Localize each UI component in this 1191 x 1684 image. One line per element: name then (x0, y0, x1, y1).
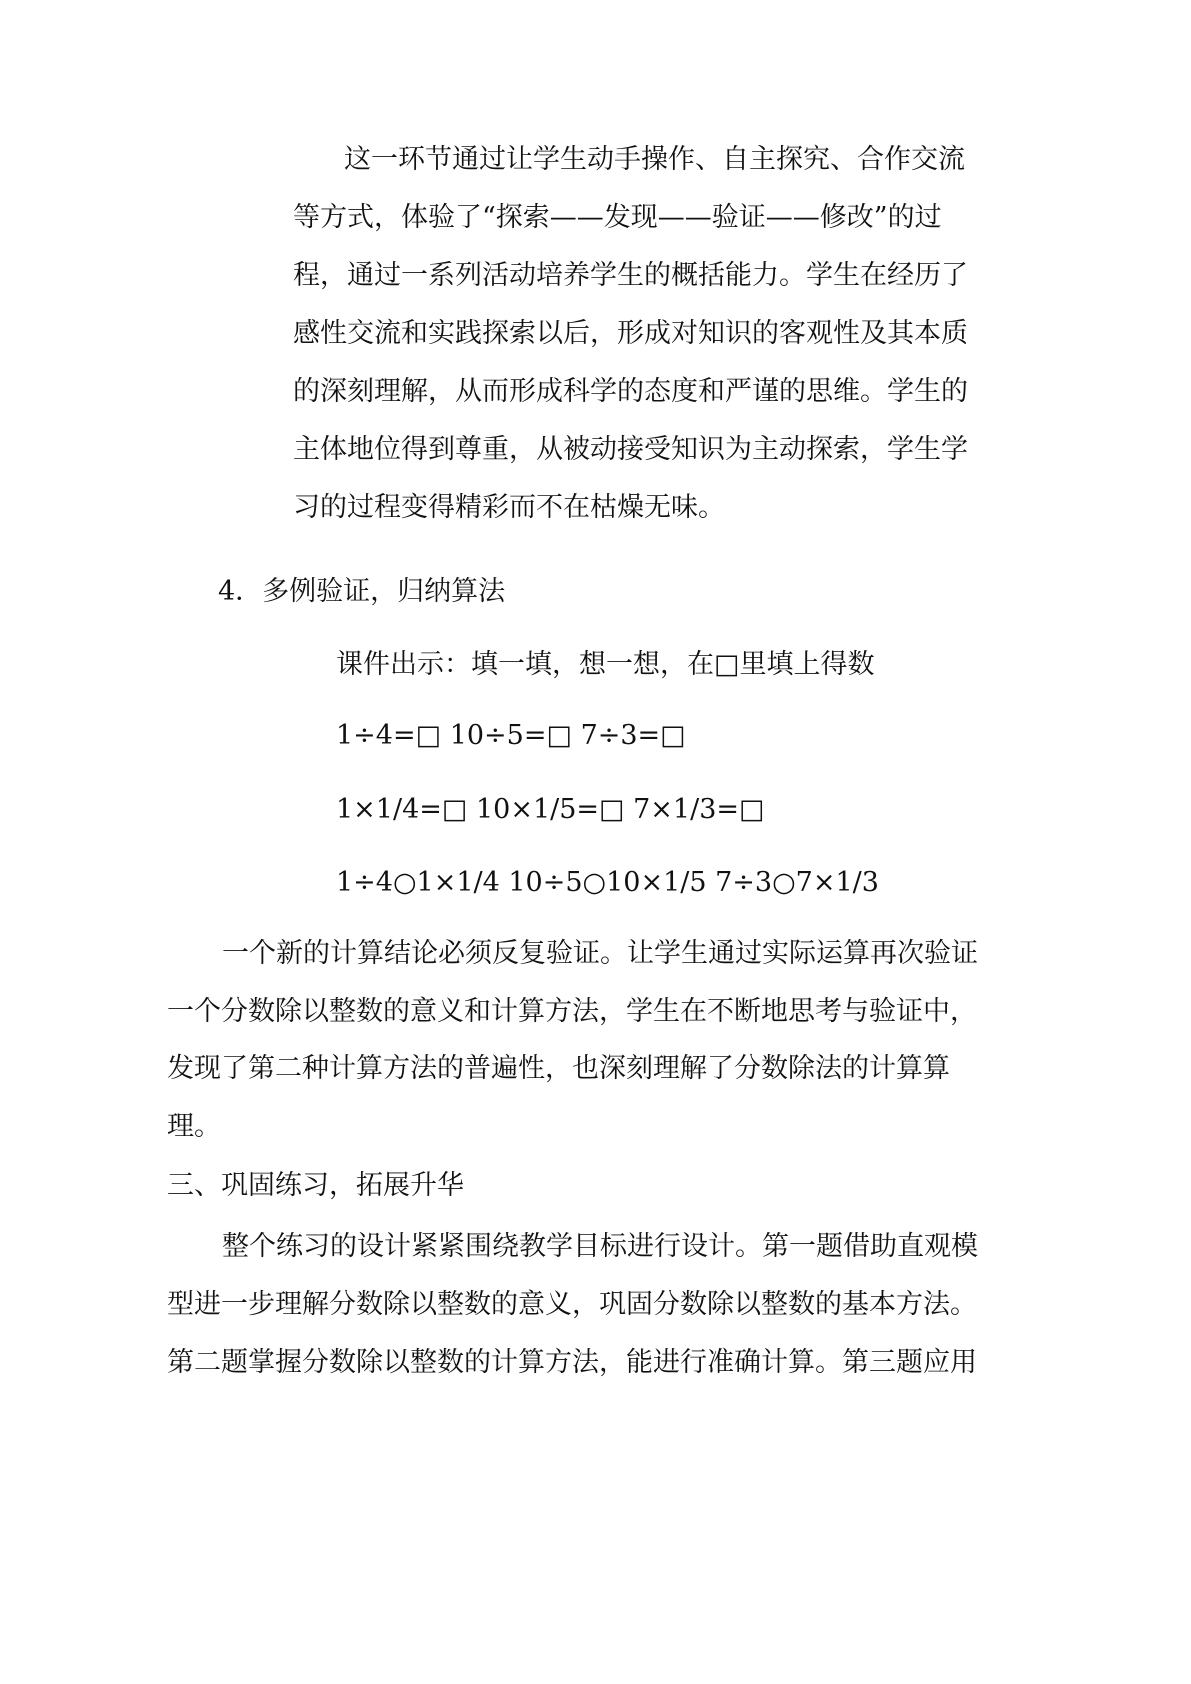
paragraph-2-line-4: 理。 (167, 1111, 221, 1142)
paragraph-2-line-3: 发现了第二种计算方法的普遍性，也深刻理解了分数除法的计算算 (167, 1053, 950, 1084)
paragraph-1-line-6: 主体地位得到尊重，从被动接受知识为主动探索，学生学 (293, 434, 968, 465)
subheading-4: 4．多例验证，归纳算法 (218, 576, 506, 607)
paragraph-1-line-2: 等方式，体验了“探索——发现——验证——修改”的过 (293, 202, 942, 233)
equation-row-1: 1÷4=□ 10÷5=□ 7÷3=□ (336, 720, 686, 751)
paragraph-1-line-4: 感性交流和实践探索以后，形成对知识的客观性及其本质 (293, 318, 968, 349)
paragraph-3-line-1: 整个练习的设计紧紧围绕教学目标进行设计。第一题借助直观模 (222, 1231, 978, 1262)
paragraph-1-line-1: 这一环节通过让学生动手操作、自主探究、合作交流 (344, 144, 965, 175)
comparison-row: 1÷4○1×1/4 10÷5○10×1/5 7÷3○7×1/3 (336, 867, 879, 898)
paragraph-3-line-2: 型进一步理解分数除以整数的意义，巩固分数除以整数的基本方法。 (167, 1289, 977, 1320)
paragraph-2-line-2: 一个分数除以整数的意义和计算方法，学生在不断地思考与验证中， (167, 996, 977, 1027)
paragraph-3-line-3: 第二题掌握分数除以整数的计算方法，能进行准确计算。第三题应用 (167, 1347, 977, 1378)
paragraph-2-line-1: 一个新的计算结论必须反复验证。让学生通过实际运算再次验证 (222, 938, 978, 969)
paragraph-1-line-3: 程，通过一系列活动培养学生的概括能力。学生在经历了 (293, 260, 968, 291)
courseware-intro: 课件出示：填一填，想一想，在□里填上得数 (336, 649, 875, 680)
section-heading-3: 三、巩固练习，拓展升华 (167, 1170, 464, 1201)
equation-row-2: 1×1/4=□ 10×1/5=□ 7×1/3=□ (336, 794, 765, 825)
paragraph-1-line-5: 的深刻理解，从而形成科学的态度和严谨的思维。学生的 (293, 376, 968, 407)
paragraph-1-line-7: 习的过程变得精彩而不在枯燥无味。 (293, 492, 725, 523)
